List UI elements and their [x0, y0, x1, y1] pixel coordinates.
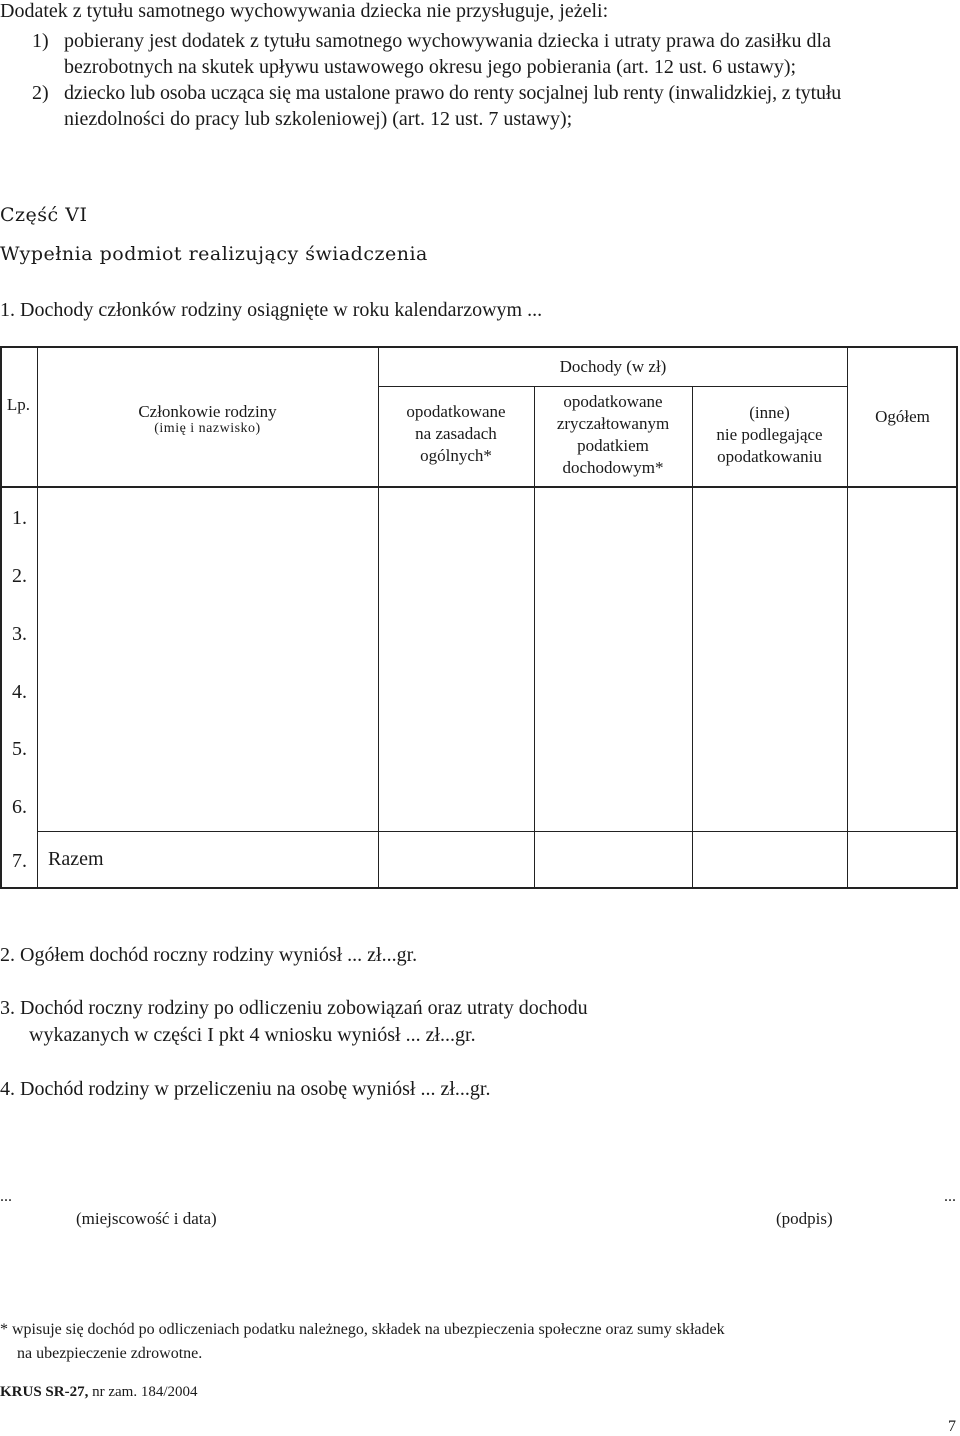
sum-row-label: Razem [48, 848, 104, 870]
income-item-2: 2. Ogółem dochód roczny rodziny wyniósł ... zł...gr. [0, 944, 418, 966]
row-number: 5. [12, 738, 27, 760]
part-subtitle: Wypełnia podmiot realizujący świadczenia [0, 243, 428, 265]
form-code [0, 1384, 198, 1401]
header-total: Ogółem [875, 407, 930, 426]
income-item-1: 1. Dochody członków rodziny osiągnięte w roku kalendarzowym ... [0, 299, 543, 321]
row-number: 1. [12, 507, 27, 529]
order-number: nr zam. 184/2004 [88, 1384, 198, 1400]
row-divider [37, 831, 958, 832]
header-line: opodatkowane [406, 402, 506, 421]
header-divider [0, 486, 958, 488]
income-item-3-line-2: wykazanych w części I pkt 4 wniosku wyniósł ... zł...gr. [29, 1024, 476, 1046]
income-table [0, 346, 958, 889]
intro-item-1-line-1: pobierany jest dodatek z tytułu samotnego wychowywania dziecka i utraty prawa do zasiłku dla [64, 30, 831, 52]
footnote-line-1: * wpisuje się dochód po odliczeniach podatku należnego, składek na ubezpieczenia społeczne oraz sumy składek [0, 1321, 725, 1338]
header-line: opodatkowane [563, 392, 663, 411]
intro-item-1-line-2: bezrobotnych na skutek upływu ustawowego okresu jego pobierania (art. 12 ust. 6 ustawy); [64, 56, 797, 78]
signature-dots: ... [944, 1188, 956, 1205]
income-item-4: 4. Dochód rodziny w przeliczeniu na osobę wyniósł ... zł...gr. [0, 1078, 491, 1100]
header-line: na zasadach [415, 424, 497, 443]
place-date-dots: ... [0, 1188, 12, 1205]
row-number: 6. [12, 796, 27, 818]
form-code-label: KRUS SR-27, [0, 1384, 89, 1400]
row-number: 4. [12, 681, 27, 703]
intro-item-2-line-2: niezdolności do pracy lub szkoleniowej) (art. 12 ust. 7 ustawy); [64, 108, 573, 130]
intro-item-2-line-1: dziecko lub osoba ucząca się ma ustalone prawo do renty socjalnej lub renty (inwalidzkiej, z tytułu [64, 82, 842, 104]
table-border-top [0, 346, 958, 348]
header-line: nie podlegające [716, 425, 823, 444]
intro-heading: Dodatek z tytułu samotnego wychowywania dziecka nie przysługuje, jeżeli: [0, 0, 609, 22]
row-number: 7. [12, 850, 27, 872]
header-taxed-lump-sum [534, 391, 692, 479]
footnote-line-2: na ubezpieczenie zdrowotne. [17, 1345, 203, 1362]
intro-item-number: 2) [32, 82, 49, 104]
header-lp: Lp. [6, 395, 31, 414]
signature-label: (podpis) [776, 1209, 833, 1228]
row-number: 3. [12, 623, 27, 645]
group-header-divider [378, 386, 848, 387]
part-title: Część VI [0, 204, 88, 226]
intro-item-number: 1) [32, 30, 49, 52]
header-line: (inne) [749, 403, 790, 422]
header-members: Członkowie rodziny [138, 402, 277, 421]
page-number: 7 [948, 1418, 956, 1435]
table-border-left [0, 346, 2, 889]
group-header-income: Dochody (w zł) [559, 357, 667, 376]
header-line: podatkiem [577, 436, 649, 455]
header-other-untaxed [692, 402, 847, 468]
header-taxed-general [378, 401, 534, 467]
header-line: dochodowym* [562, 458, 664, 477]
place-date-label: (miejscowość i data) [76, 1209, 217, 1228]
row-number: 2. [12, 565, 27, 587]
header-line: zryczałtowanym [556, 414, 670, 433]
header-line: opodatkowaniu [717, 447, 822, 466]
income-item-3-line-1: 3. Dochód roczny rodziny po odliczeniu zobowiązań oraz utraty dochodu [0, 997, 588, 1019]
header-line: ogólnych* [420, 446, 492, 465]
table-border-bottom [0, 887, 958, 889]
header-members-sub: (imię i nazwisko) [154, 421, 261, 436]
